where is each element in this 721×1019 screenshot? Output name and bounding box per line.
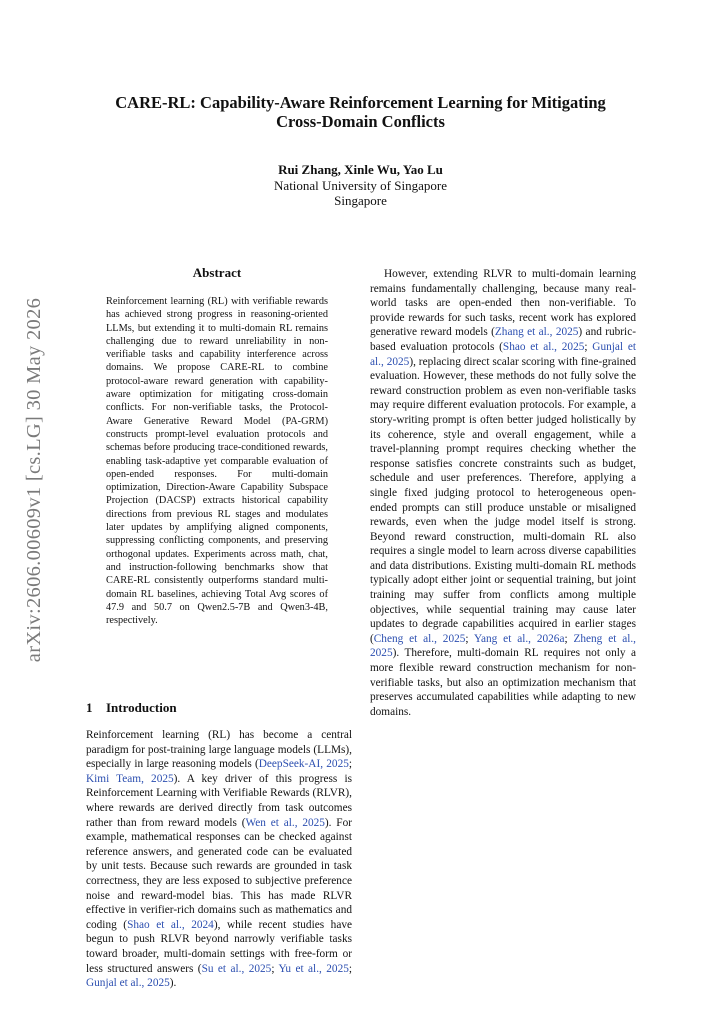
section-heading-introduction [86,700,352,716]
section-title: Introduction [106,700,177,715]
paper-title [80,93,641,131]
introduction-column-left [86,728,352,991]
citation-link[interactable]: Kimi Team, 2025 [86,772,174,785]
citation-link[interactable]: Zheng et al., 2025 [370,632,637,660]
citation-link[interactable]: Wen et al., 2025 [245,816,325,829]
location: Singapore [334,193,387,208]
text-run: ). [169,977,177,990]
abstract-text: Reinforcement learning (RL) with verifiable rewards has achieved strong progress in reasoning-oriented LLMs, but extending it to multi-domain RL remains challenging due to reward unreliability in non-verifiable tasks and capability interference across domains. We propose CARE-RL to combine protocol-aware reward generation with capability-aware optimization for mitigating cross-domain conflicts. For non-verifiable tasks, the Protocol-Aware Generative Reward Model (PA-GRM) constructs prompt-level evaluation protocols and schemas before producing trace-conditioned rewards, enabling task-adaptive yet comparable evaluation of open-ended responses. For multi-domain optimization, Direction-Aware Capability Subspace Projection (DACSP) extracts historical capability directions from previous RL stages and modulates later updates by amplifying aligned components, suppressing conflicting components, and preserving orthogonal updates. Experiments across math, chat, and instruction-following benchmarks show that CARE-RL consistently outperforms standard multi-domain RL baselines, achieving Total Avg scores of 47.9 and 50.7 on Qwen2.5-7B and Qwen3-4B, respectively. [106,296,328,627]
citation-link[interactable]: Gunjal et al., 2025 [370,340,636,368]
text-run: ; [584,340,593,353]
section-number: 1 [86,700,93,715]
text-run: ). For example, mathematical responses can be checked against reference answers, and generated code can be evaluated by unit tests. Because such rewards are grounded in task correctness, they are less exposed to subjective preference noise and reward-model bias. This has made RLVR effective in verifier-rich domains such as mathematics and coding ( [86,816,353,931]
abstract-body [106,295,328,627]
citation-link[interactable]: Shao et al., 2025 [502,340,585,353]
text-run: ; [348,758,353,771]
text-run: Reinforcement learning (RL) has become a central paradigm for post-training large language models (LLMs), especially in large reasoning models ( [86,729,352,771]
citation-link[interactable]: Zhang et al., 2025 [494,326,579,339]
introduction-column-right [370,267,636,719]
text-run: ; [271,962,279,975]
text-run: ; [465,632,474,645]
text-run: ; [564,632,574,645]
citation-link[interactable]: DeepSeek-AI, 2025 [258,758,349,771]
intro-paragraph-1 [86,728,352,991]
arxiv-stamp: arXiv:2606.00609v1 [cs.LG] 30 May 2026 [23,297,45,663]
text-run: ). A key driver of this progress is Reinforcement Learning with Verifiable Rewards (RLVR), where rewards are derived directly from task outcomes rather than from reward models ( [86,772,352,829]
title-line-2: Cross-Domain Conflicts [276,112,445,131]
text-run: ), replacing direct scalar scoring with fine-grained evaluation. However, these methods do not fully solve the reward construction problem as even non-verifiable tasks may require different evaluation protocols. For example, a story-writing prompt is often better judged holistically by its coherence, style and overall engagement, while a travel-planning prompt requires checking whether the response satisfies concrete constraints such as budget, schedule and user preferences. Therefore, applying a single fixed judging protocol to heterogeneous open-ended prompts can still produce unstable or misaligned rewards, even when the judge model itself is strong. Beyond reward construction, multi-domain RL also requires a single model to learn across diverse capabilities and data distributions. Existing multi-domain RL methods typically adopt either joint or sequential training, but joint training may suffer from conflicts among multiple objectives, while sequential training may cause later updates to degrade capabilities acquired in earlier stages ( [370,355,636,645]
author-block [120,162,601,209]
title-line-1: CARE-RL: Capability-Aware Reinforcement Learning for Mitigating [115,93,606,112]
text-run: ), while recent studies have begun to push RLVR beyond narrowly verifiable tasks toward broader, multi-domain settings with free-form or less structured answers ( [86,918,352,975]
text-run: However, extending RLVR to multi-domain learning remains fundamentally challenging, because many real-world tasks are open-ended then non-verifiable. To provide rewards for such tasks, recent work has explored generative reward models ( [370,268,636,339]
text-run: ) and rubric-based evaluation protocols ( [370,326,636,353]
abstract-heading: Abstract [192,265,242,280]
author-names: Rui Zhang, Xinle Wu, Yao Lu [278,162,443,177]
affiliation: National University of Singapore [274,177,447,193]
text-run: ; [348,962,353,975]
intro-paragraph-2 [370,267,636,719]
citation-link[interactable]: Gunjal et al., 2025 [86,977,170,990]
citation-link[interactable]: Shao et al., 2024 [127,918,214,931]
citation-link[interactable]: Su et al., 2025 [201,962,272,975]
citation-link[interactable]: Yu et al., 2025 [278,962,349,975]
citation-link[interactable]: Yang et al., 2026a [473,632,565,645]
citation-link[interactable]: Cheng et al., 2025 [373,632,466,645]
text-run: ). Therefore, multi-domain RL requires not only a more flexible reward construction mechanism for non-verifiable tasks, but also an optimization mechanism that preserves accumulated capabilities while adapting to new domains. [370,647,636,718]
